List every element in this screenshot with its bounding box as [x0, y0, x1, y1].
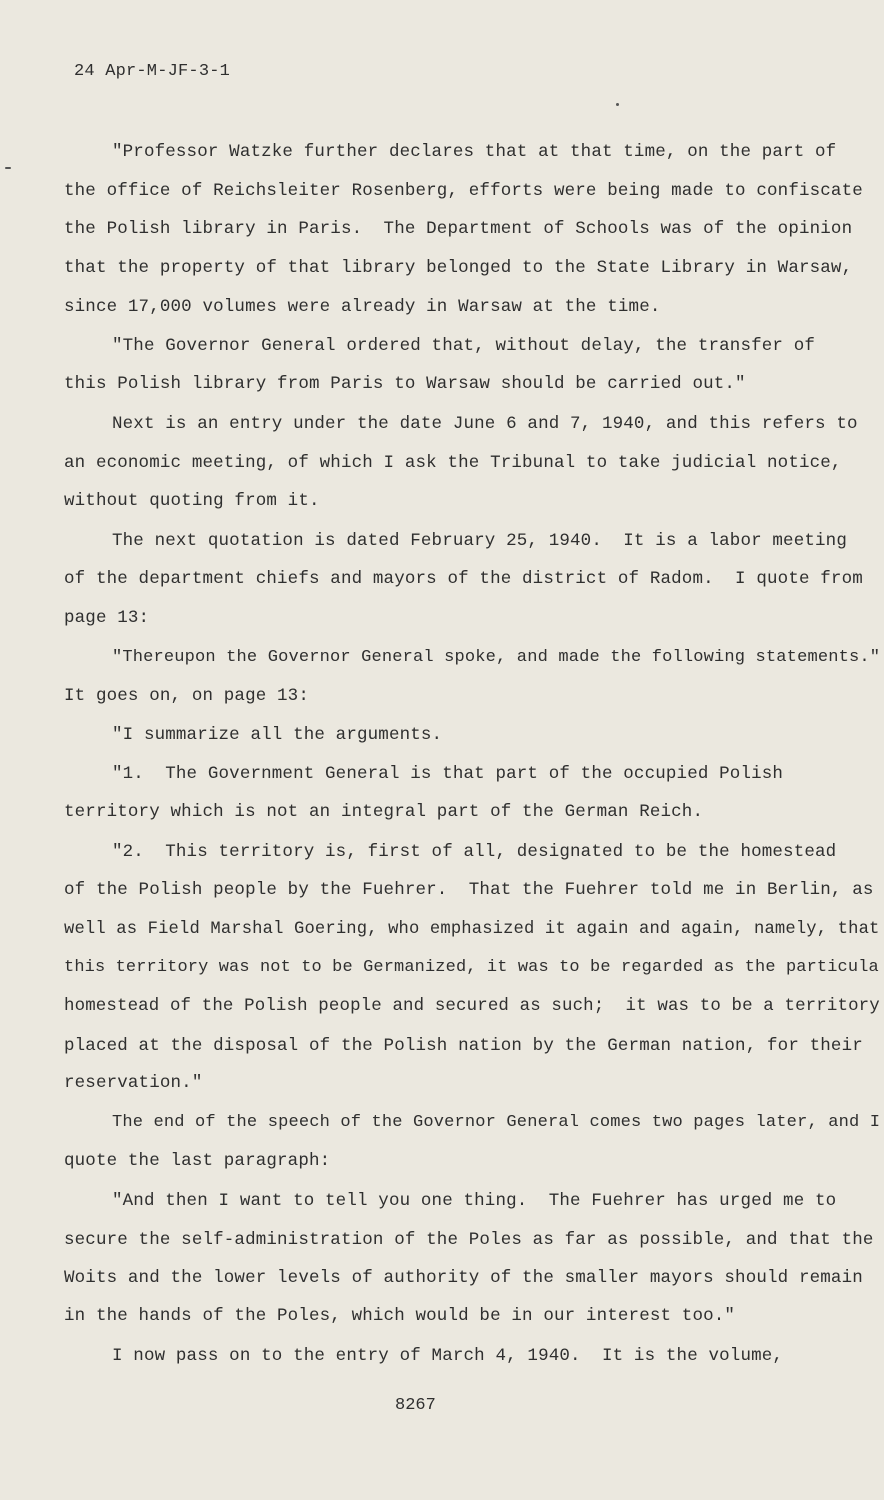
document-header: 24 Apr-M-JF-3-1: [74, 62, 231, 81]
text-line: placed at the disposal of the Polish nation by the German nation, for their: [64, 1036, 863, 1056]
text-line: since 17,000 volumes were already in Warsaw at the time.: [64, 297, 661, 317]
text-line: homestead of the Polish people and secured as such; it was to be a territory: [64, 997, 880, 1016]
text-line: I now pass on to the entry of March 4, 1940. It is the volume,: [112, 1346, 784, 1366]
text-line: "1. The Government General is that part of the occupied Polish: [112, 764, 784, 784]
text-line: The next quotation is dated February 25, 1940. It is a labor meeting: [112, 531, 847, 551]
text-line: quote the last paragraph:: [64, 1151, 331, 1171]
text-line: in the hands of the Poles, which would be in our interest too.": [64, 1306, 736, 1326]
text-line: page 13:: [64, 608, 150, 628]
text-line: The end of the speech of the Governor General comes two pages later, and I: [112, 1113, 881, 1132]
text-line: territory which is not an integral part of the German Reich.: [64, 802, 704, 822]
text-line: that the property of that library belonged to the State Library in Warsaw,: [64, 258, 853, 278]
text-line: this territory was not to be Germanized, it was to be regarded as the particula: [64, 958, 879, 977]
text-line: Next is an entry under the date June 6 and 7, 1940, and this refers to: [112, 414, 858, 434]
paper-speck: [616, 103, 619, 106]
text-line: "2. This territory is, first of all, designated to be the homestead: [112, 842, 837, 862]
text-line: "I summarize all the arguments.: [112, 725, 443, 745]
text-line: secure the self-administration of the Poles as far as possible, and that the: [64, 1230, 874, 1250]
text-line: It goes on, on page 13:: [64, 686, 309, 706]
text-line: the office of Reichsleiter Rosenberg, efforts were being made to confiscate: [64, 181, 863, 201]
text-line: "Professor Watzke further declares that at that time, on the part of: [112, 142, 837, 162]
paper-speck: [5, 167, 11, 169]
text-line: "The Governor General ordered that, without delay, the transfer of: [112, 336, 816, 356]
text-line: an economic meeting, of which I ask the Tribunal to take judicial notice,: [64, 453, 842, 473]
text-line: "Thereupon the Governor General spoke, and made the following statements.": [112, 648, 881, 667]
text-line: Woits and the lower levels of authority of the smaller mayors should remain: [64, 1268, 863, 1288]
page-number: 8267: [395, 1396, 436, 1415]
text-line: the Polish library in Paris. The Department of Schools was of the opinion: [64, 219, 853, 239]
text-line: without quoting from it.: [64, 491, 320, 511]
text-line: this Polish library from Paris to Warsaw should be carried out.": [64, 374, 746, 394]
text-line: of the Polish people by the Fuehrer. That the Fuehrer told me in Berlin, as: [64, 880, 874, 900]
text-line: reservation.": [64, 1073, 203, 1093]
text-line: well as Field Marshal Goering, who emphasized it again and again, namely, that: [64, 920, 880, 939]
text-line: of the department chiefs and mayors of the district of Radom. I quote from: [64, 569, 863, 589]
text-line: "And then I want to tell you one thing. The Fuehrer has urged me to: [112, 1191, 837, 1211]
